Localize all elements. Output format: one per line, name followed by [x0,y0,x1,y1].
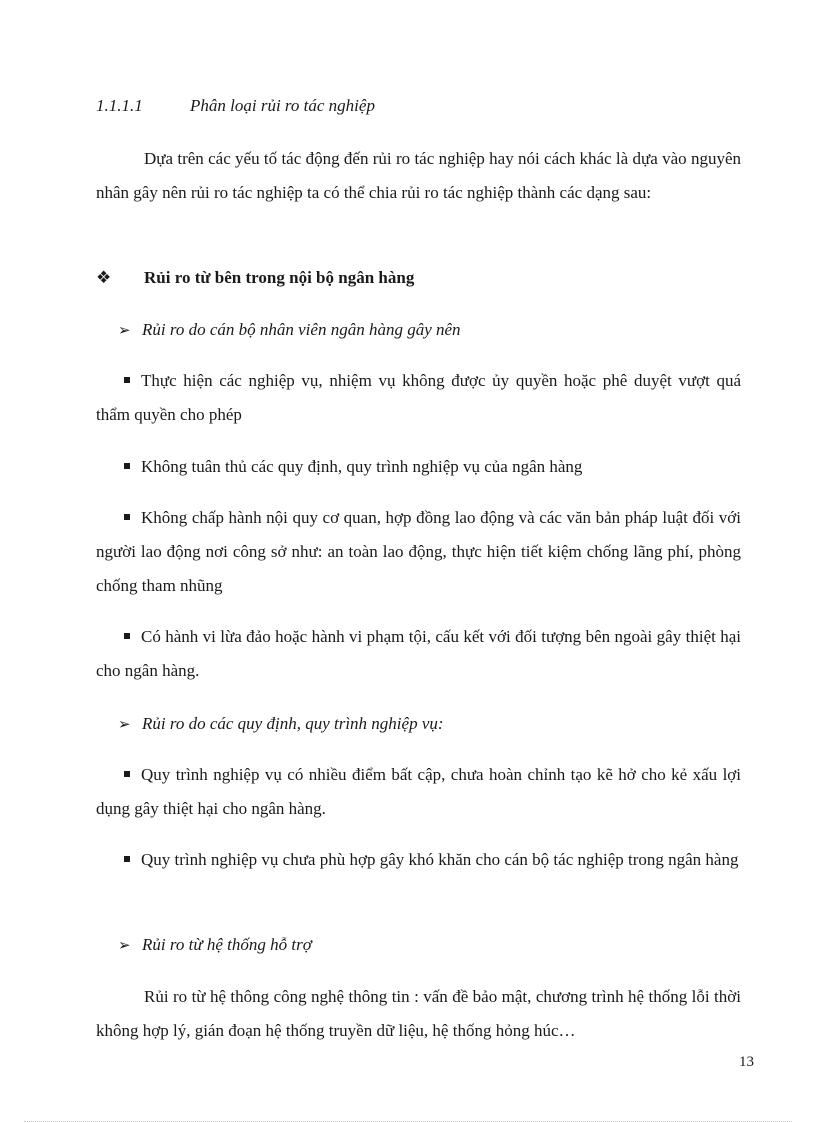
list-item [96,501,741,603]
square-bullet-icon [124,633,130,639]
subheading-procedures [118,714,444,734]
section-number: 1.1.1.1 [96,96,143,115]
square-bullet-icon [124,514,130,520]
list-item-text: Quy trình nghiệp vụ chưa phù hợp gây khó khăn cho cán bộ tác nghiệp trong ngân hàng [141,850,739,869]
list-item [96,843,741,877]
arrow-bullet-icon: ➢ [118,938,131,954]
list-item-text: Quy trình nghiệp vụ có nhiều điểm bất cập, chưa hoàn chỉnh tạo kẽ hở cho kẻ xấu lợi dụng gây thiệt hại cho ngân hàng. [96,765,741,818]
support-systems-paragraph: Rủi ro từ hệ thông công nghệ thông tin : vấn đề bảo mật, chương trình hệ thống lỗi thời không hợp lý, gián đoạn hệ thống truyền dữ liệu, hệ thống hỏng húc… [96,987,741,1040]
list-item [96,364,741,432]
list-item [96,450,741,484]
group-title: Rủi ro từ bên trong nội bộ ngân hàng [144,268,415,287]
arrow-bullet-icon: ➢ [118,323,131,339]
list-item-text: Thực hiện các nghiệp vụ, nhiệm vụ không được ủy quyền hoặc phê duyệt vượt quá thẩm quyền cho phép [96,371,741,424]
subheading-staff [118,320,461,340]
arrow-bullet-icon: ➢ [118,717,131,733]
list-item [96,620,741,688]
square-bullet-icon [124,463,130,469]
square-bullet-icon [124,377,130,383]
list-item-text: Không chấp hành nội quy cơ quan, hợp đồng lao động và các văn bản pháp luật đối với người lao động nơi công sở như: an toàn lao động, thực hiện tiết kiệm chống lãng phí, phòng chống tham nhũng [96,508,741,595]
subheading-title: Rủi ro do cán bộ nhân viên ngân hàng gây nên [142,320,461,339]
section-title: Phân loại rủi ro tác nghiệp [190,96,375,115]
subheading-title: Rủi ro từ hệ thống hỗ trợ [142,935,312,954]
list-item [96,758,741,826]
list-item-text: Có hành vi lừa đảo hoặc hành vi phạm tội, cấu kết với đối tượng bên ngoài gây thiệt hại cho ngân hàng. [96,627,741,680]
list-item-text: Không tuân thủ các quy định, quy trình nghiệp vụ của ngân hàng [141,457,583,476]
square-bullet-icon [124,856,130,862]
intro-paragraph: Dựa trên các yếu tố tác động đến rủi ro tác nghiệp hay nói cách khác là dựa vào nguyên nhân gây nên rủi ro tác nghiệp ta có thể chia rủi ro tác nghiệp thành các dạng sau: [96,149,741,202]
square-bullet-icon [124,771,130,777]
subheading-support-systems [118,935,312,955]
section-heading [96,96,375,116]
page-bottom-rule [24,1121,792,1122]
subheading-title: Rủi ro do các quy định, quy trình nghiệp vụ: [142,714,444,733]
page-number: 13 [739,1054,754,1070]
diamond-bullet-icon: ❖ [96,268,112,287]
group-heading-internal [96,268,414,288]
